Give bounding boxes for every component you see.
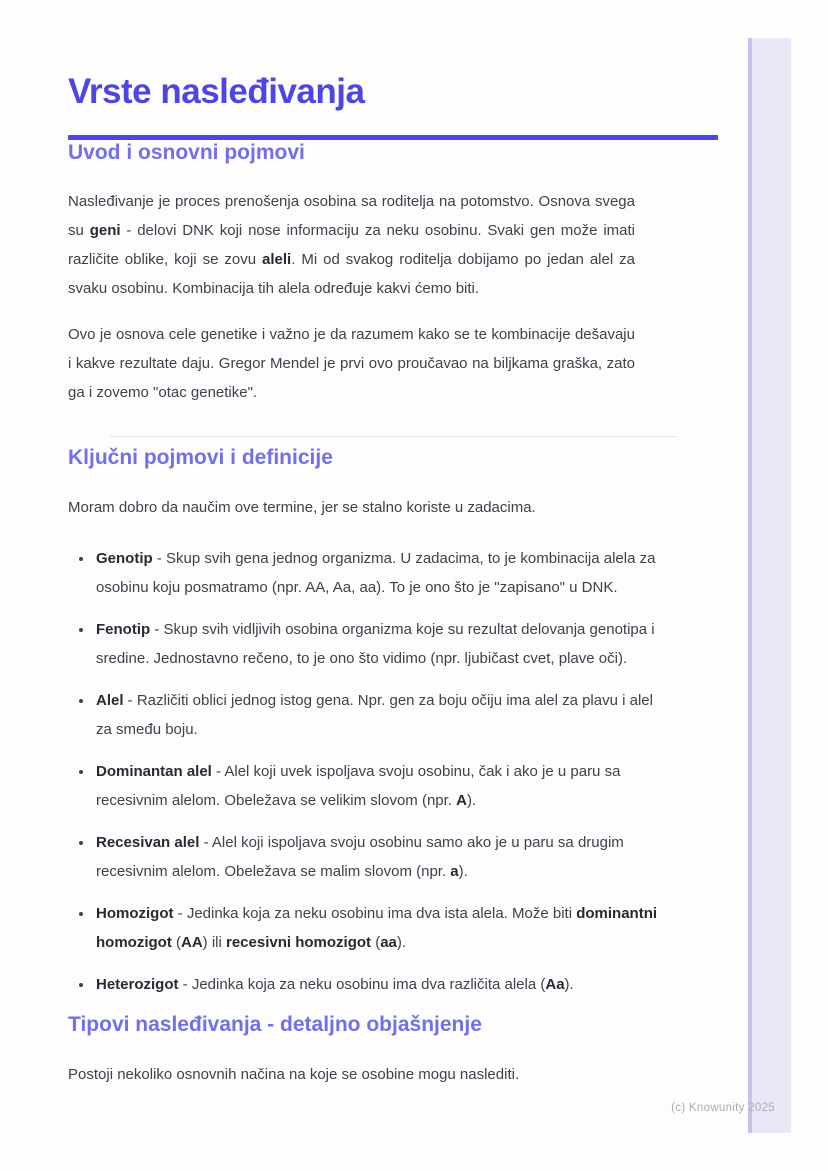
document-content [68, 0, 718, 1089]
list-item-heterozigot: • Heterozigot - Jedinka koja za neku osobinu ima dva različita alela (Aa). [94, 970, 661, 999]
decorative-side-strip [748, 38, 791, 1133]
section-heading-terms: Ključni pojmovi i definicije [68, 445, 333, 469]
list-item-dominantan-alel: • Dominantan alel - Alel koji uvek ispoljava svoju osobinu, čak i ako je u paru sa recesivnim alelom. Obeležava se velikim slovom (npr. A). [94, 757, 661, 815]
footer-copyright: (c) Knowunity 2025 [671, 1102, 775, 1114]
section-heading-intro: Uvod i osnovni pojmovi [68, 140, 305, 164]
section-divider [110, 436, 677, 437]
intro-paragraph-2: Ovo je osnova cele genetike i važno je da razumem kako se te kombinacije dešavaju i kakve rezultate daju. Gregor Mendel je prvi ovo proučavao na biljkama graška, zato ga i zovemo "otac genetike". [68, 325, 635, 401]
list-item-fenotip: • Fenotip - Skup svih vidljivih osobina organizma koje su rezultat delovanja genotipa i sredine. Jednostavno rečeno, to je ono što vidimo (npr. ljubičast cvet, plave oči). [94, 615, 661, 673]
types-lead-text: Postoji nekoliko osnovnih načina na koje se osobine mogu naslediti. [68, 1066, 520, 1084]
list-item-genotip: • Genotip - Skup svih gena jednog organizma. U zadacima, to je kombinacija alela za osobinu koju posmatramo (npr. AA, Aa, aa). To je ono što je "zapisano" u DNK. [94, 544, 661, 602]
list-item-alel: • Alel - Različiti oblici jednog istog gena. Npr. gen za boju očiju ima alel za plavu i alel za smeđu boju. [94, 686, 661, 744]
section-heading-types: Tipovi nasleđivanja - detaljno objašnjenje [68, 1013, 482, 1037]
terms-list [68, 544, 661, 999]
page-title: Vrste nasleđivanja [68, 72, 365, 111]
list-item-homozigot: • Homozigot - Jedinka koja za neku osobinu ima dva ista alela. Može biti dominantni homozigot (AA) ili recesivni homozigot (aa). [94, 899, 661, 957]
list-item-recesivan-alel: • Recesivan alel - Alel koji ispoljava svoju osobinu samo ako je u paru sa drugim recesivnim alelom. Obeležava se malim slovom (npr. a). [94, 828, 661, 886]
terms-lead-text: Moram dobro da naučim ove termine, jer se stalno koriste u zadacima. [68, 499, 536, 517]
intro-paragraph-1: Nasleđivanje je proces prenošenja osobina sa roditelja na potomstvo. Osnova svega su geni - delovi DNK koji nose informaciju za neku osobinu. Svaki gen može imati različite oblike, koji se zovu aleli. Mi od svakog roditelja dobijamo po jedan alel za svaku osobinu. Kombinacija tih alela određuje kakvi ćemo biti. [68, 192, 635, 297]
